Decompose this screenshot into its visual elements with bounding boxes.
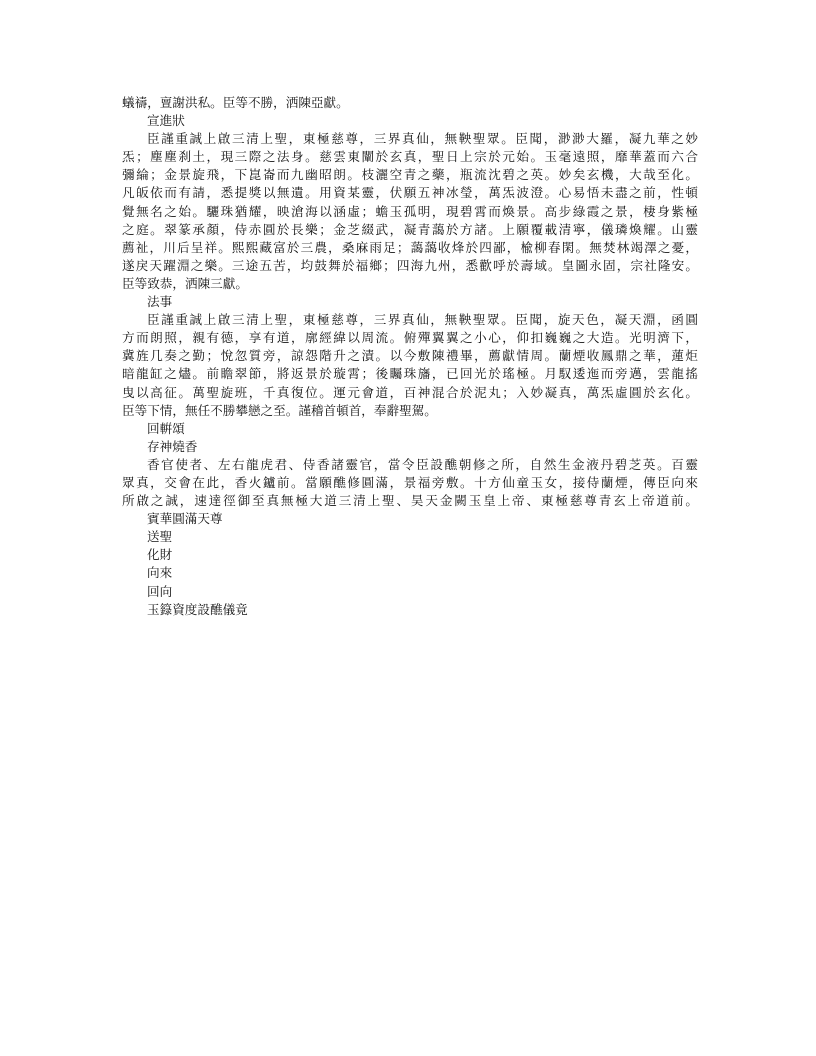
text-line: 遂戾天躍淵之樂。三途五苦，均鼓舞於福鄉；四海九州，悉歡呼於壽域。皇圖永固，宗社隆安。 (122, 257, 698, 273)
section-heading: 玉籙資度設醮儀竟 (147, 601, 248, 617)
text-line: 蟻禱，亶謝洪私。臣等不勝，洒陳亞獻。 (122, 95, 349, 110)
text-line: 暗龍缸之燼。前瞻翠節，將返景於璇霄；後矚珠旛，已回光於瑤極。月馭逶迤而旁邁，雲龍搖 (122, 366, 698, 382)
section-heading: 化財 (147, 547, 173, 563)
text-line: 方而朗照，親有德，享有道，廓經緯以周流。俯殫翼翼之小心，仰扣巍巍之大造。光明濟下， (122, 330, 698, 346)
section-heading: 宣進狀 (147, 113, 185, 129)
text-line: 眾真，交會在此，香火鑪前。當願醮修圓滿，景福旁敷。十方仙童玉女，接侍蘭煙，傳臣向來 (122, 474, 698, 490)
section-heading: 回輧頌 (147, 420, 185, 436)
text-line: 臣等致恭，洒陳三獻。 (122, 275, 248, 291)
section-heading: 存神燒香 (147, 438, 198, 454)
text-line: 覺無名之始。驪珠猶耀，映滄海以涵虛；蟾玉孤明，現碧霄而煥景。高步綠霞之景，棲身紫極 (122, 203, 698, 219)
section-heading: 法事 (147, 294, 173, 310)
section-heading: 回向 (147, 583, 173, 599)
text-line: 彌綸；金景旋飛，下崑崙而九幽昭朗。枝灑空青之藥，瓶流沈碧之英。妙矣玄機，大哉至化。 (122, 167, 698, 183)
text-line: 冀旌几奏之勤；悅忽質旁，諒怨階升之漬。以今敷陳禮畢，薦獻情周。蘭煙收鳳鼎之華，蓮炬 (122, 348, 698, 364)
text-line: 之庭。翠篆承顏，侍赤圓於長樂；金芝綴武，凝青藹於方諸。上願覆載清寧，儀璘煥耀。山靈 (122, 221, 698, 237)
section-heading: 賓華圓滿天尊 (147, 511, 223, 527)
section-heading: 送聖 (147, 529, 173, 545)
section-heading: 向來 (147, 565, 173, 581)
text-line: 曳以高征。萬聖旋班，千真復位。運元會道，百神混合於泥丸；入妙凝真，萬炁虛圓於玄化。 (122, 384, 698, 400)
text-line: 薦祉，川后呈祥。熙熙藏富於三農，桑麻雨足；藹藹收烽於四鄙，楡柳春閑。無焚林竭澤之憂， (122, 239, 698, 255)
text-line: 臣謹重誠上啟三清上聖，東極慈尊，三界真仙，無鞅聖眾。臣聞，旋天色，凝天淵，函圓 (147, 312, 698, 328)
text-line: 炁；塵塵刹土，現三際之法身。慈雲東闡於玄真，聖日上宗於元始。玉毫遠照，靡華蓋而六合 (122, 149, 698, 165)
text-line: 所啟之誠，速達徑御至真無極大道三清上聖、昊天金闕玉皇上帝、東極慈尊青玄上帝道前。 (122, 493, 698, 509)
text-line: 臣等下情，無任不勝攀戀之至。謹稽首頓首，奉辭聖駕。 (122, 402, 437, 418)
text-line: 香官使者、左右龍虎君、侍香諸靈官，當令臣設醮朝修之所，自然生金液丹碧芝英。百靈 (147, 456, 698, 472)
text-line: 臣謹重誠上啟三清上聖，東極慈尊，三界真仙，無鞅聖眾。臣聞，渺渺大羅，凝九華之妙 (147, 131, 698, 147)
document-page (122, 94, 698, 619)
text-line: 凡皈依而有請，悉提獎以無遺。用資某靈，伏願五神冰瑩，萬炁波澄。心易悟未盡之前，性頓 (122, 185, 698, 201)
